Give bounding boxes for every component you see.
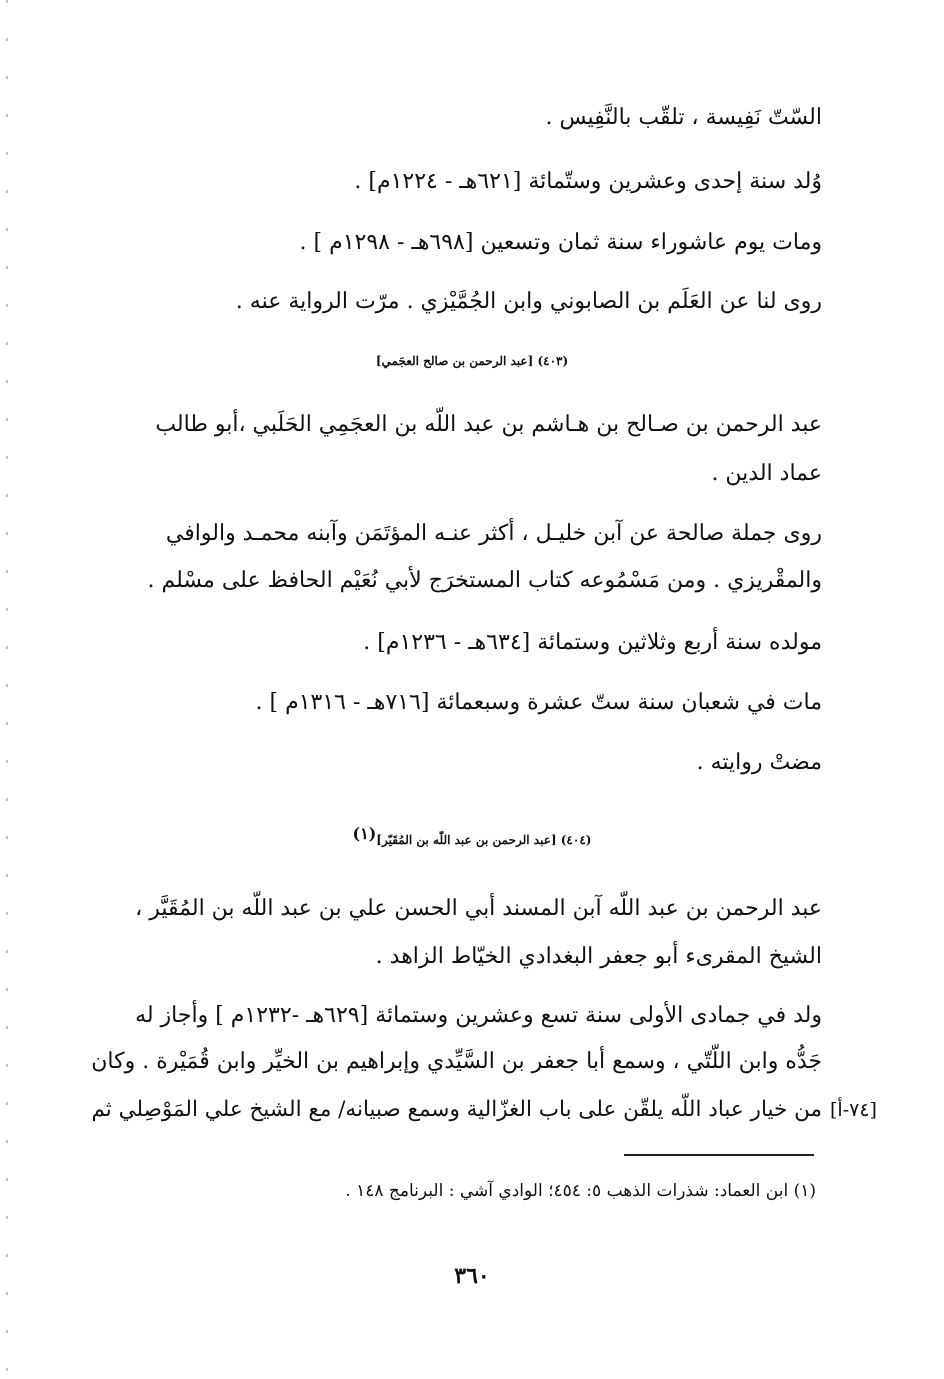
entry-404-line-1: عبد الرحمن بن عبد اللّه آبن المسند أبي الحسن علي بن عبد اللّه بن المُقَيَّر ، — [135, 896, 822, 921]
entry-404-line-3: ولد في جمادى الأولى سنة تسع وعشرين وستمائة [٦٢٩هـ -١٢٣٢م ] وأجاز له — [135, 1003, 822, 1028]
footnote: (١) ابن العماد: شذرات الذهب ٥: ٤٥٤؛ الوادي آشي : البرنامج ١٤٨ . — [345, 1181, 816, 1201]
text-line-3: ومات يوم عاشوراء سنة ثمان وتسعين [٦٩٨هـ - ١٢٩٨م ] . — [299, 230, 822, 255]
text-line-1: السّتّ نَفِيسة ، تلقّب بالنَّفِيس . — [545, 105, 822, 130]
entry-403-line-7: مضتْ روايته . — [696, 750, 822, 775]
text-line-4: روى لنا عن العَلَم بن الصابوني وابن الجُمَّيْزي . مرّت الرواية عنه . — [235, 289, 822, 314]
manuscript-folio-ref: [٧٤-أ] — [830, 1099, 877, 1121]
entry-403-line-6: مات في شعبان سنة ستّ عشرة وسبعمائة [٧١٦هـ - ١٣١٦م ] . — [255, 690, 822, 715]
entry-404-heading — [0, 817, 944, 857]
entry-403-line-3: روى جملة صالحة عن آبن خليـل ، أكثر عنـه المؤتَمَن وآبنه محمـد والوافي — [165, 521, 822, 546]
entry-404-line-2: الشيخ المقرىء أبو جعفر البغدادي الخيّاط الزاهد . — [375, 944, 822, 969]
entry-403-line-5: مولده سنة أربع وثلاثين وستمائة [٦٣٤هـ - ١٢٣٦م] . — [363, 630, 822, 655]
page-number: ٣٦٠ — [454, 1263, 490, 1289]
entry-403-line-4: والمقْريزي . ومن مَسْمُوعه كتاب المستخرَج لأبي نُعَيْم الحافظ على مسْلم . — [147, 568, 822, 593]
binding-edge — [6, 0, 8, 1379]
entry-404-line-5: من خيار عباد اللّه يلقّن على باب الغزّالية وسمع صبيانه/ مع الشيخ علي المَوْصِلي ثم — [91, 1097, 822, 1122]
footnote-marker: (١) — [352, 824, 377, 843]
entry-403-heading: (٤٠٣) [عبد الرحمن بن صالح العجَمي] — [375, 354, 569, 368]
entry-403-line-1: عبد الرحمن بن صـالح بن هـاشم بن عبد اللّه بن العجَمِي الحَلَبي ،أبو طالب — [155, 412, 822, 437]
text-line-2: وُلد سنة إحدى وعشرين وستّمائة [٦٢١هـ - ١٢٢٤م] . — [354, 169, 822, 194]
entry-403-line-2: عماد الدين . — [711, 461, 822, 486]
entry-404-line-4: جَدُّه وابن اللّتّي ، وسمع أبا جعفر بن السَّيِّدي وإبراهيم بن الخيِّر وابن قُمَيْرة . وكان — [91, 1049, 822, 1074]
entry-404-heading-text: (٤٠٤) [عبد الرحمن بن عبد اللّه بن المُقَيّر] — [376, 833, 592, 847]
footnote-rule — [624, 1154, 814, 1156]
